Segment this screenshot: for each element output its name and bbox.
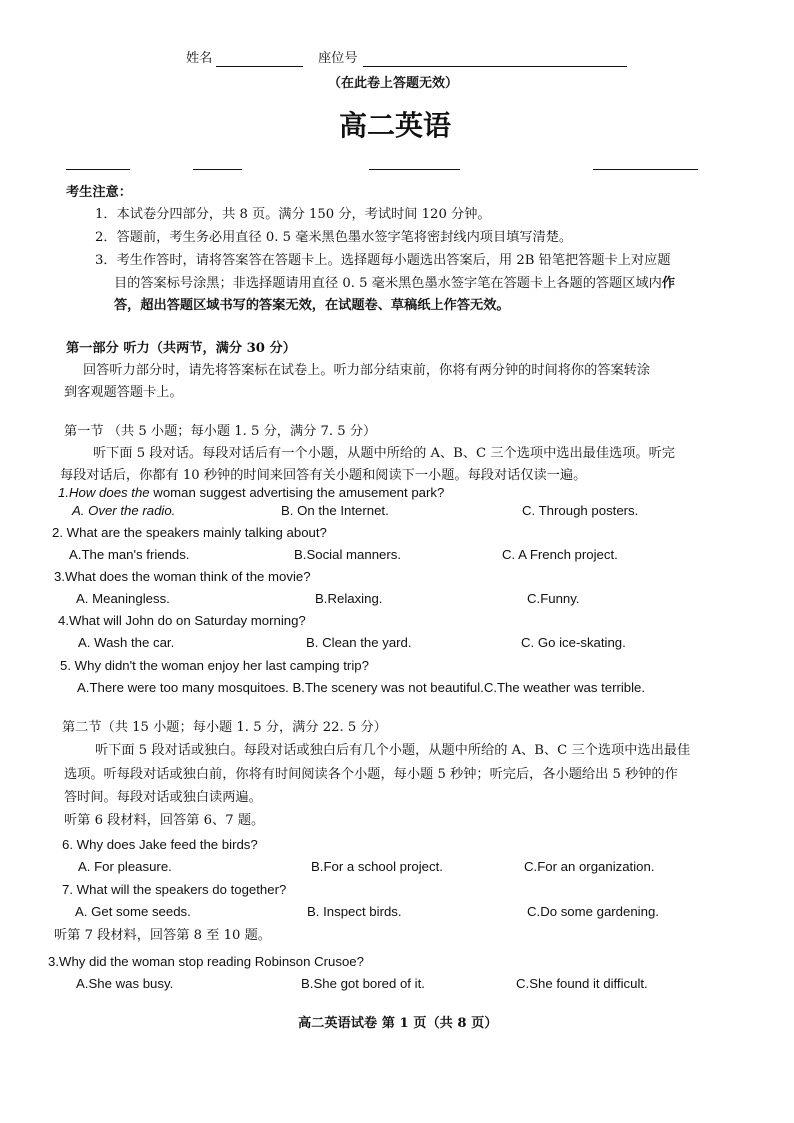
seal-line-2 [193, 169, 242, 170]
section2-intro-c: 答时间。每段对话或独白读两遍。 [64, 790, 262, 805]
instruction-3a: 3．考生作答时，请将答案答在答题卡上。选择题每小题选出答案后，用 2B 铅笔把答题卡上对应题 [95, 253, 671, 268]
q1-option-c: C. Through posters. [522, 503, 639, 518]
question-5: 5. Why didn't the woman enjoy her last camping trip? [60, 658, 369, 673]
part1-intro-a: 回答听力部分时，请先将答案标在试卷上。听力部分结束前，你将有两分钟的时间将你的答案转涂 [83, 363, 651, 378]
section2-intro-b: 选项。听每段对话或独白前，你将有时间阅读各个小题，每小题 5 秒钟；听完后，各小题给出 5 秒钟的作 [64, 767, 678, 782]
name-blank [216, 66, 303, 67]
q3-option-a: A. Meaningless. [76, 591, 170, 606]
q7-option-a: A. Get some seeds. [75, 904, 191, 919]
section1-intro-b: 每段对话后，你都有 10 秒钟的时间来回答有关小题和阅读下一小题。每段对话仅读一遍。 [60, 468, 587, 483]
question-1: 1.How does the woman suggest advertising the amusement park? [58, 485, 445, 500]
question-3: 3.What does the woman think of the movie? [54, 569, 311, 584]
q4-option-c: C. Go ice-skating. [521, 635, 626, 650]
instructions-heading: 考生注意： [66, 185, 132, 200]
q1-option-a: A. Over the radio. [72, 503, 176, 518]
q4-option-a: A. Wash the car. [78, 635, 175, 650]
seal-line-4 [593, 169, 698, 170]
instruction-1: 1．本试卷分四部分，共 8 页。满分 150 分，考试时间 120 分钟。 [95, 207, 491, 222]
q3-option-c: C.Funny. [527, 591, 580, 606]
name-label: 姓名 [186, 51, 213, 66]
q2-option-a: A.The man's friends. [69, 547, 190, 562]
seat-label: 座位号 [318, 51, 358, 66]
q2-option-b: B.Social manners. [294, 547, 402, 562]
question-4: 4.What will John do on Saturday morning? [58, 613, 306, 628]
material-7-note: 听第 7 段材料，回答第 8 至 10 题。 [54, 928, 271, 943]
q6-option-a: A. For pleasure. [78, 859, 172, 874]
q1-option-b: B. On the Internet. [281, 503, 389, 518]
section2-heading: 第二节（共 15 小题；每小题 1. 5 分，满分 22. 5 分） [62, 720, 387, 735]
part1-intro-b: 到客观题答题卡上。 [64, 385, 183, 400]
question-2: 2. What are the speakers mainly talking about? [52, 525, 327, 540]
instruction-2: 2．答题前，考生务必用直径 0. 5 毫米黑色墨水签字笔将密封线内项目填写清楚。 [95, 230, 573, 245]
question-8: 3.Why did the woman stop reading Robinson Crusoe? [48, 954, 364, 969]
seal-line-1 [66, 169, 130, 170]
seal-line-3 [369, 169, 460, 170]
q7-option-b: B. Inspect birds. [307, 904, 402, 919]
section2-intro-a: 听下面 5 段对话或独白。每段对话或独白后有几个小题，从题中所给的 A、B、C 三个选项中选出最佳 [95, 743, 691, 758]
q8-option-b: B.She got bored of it. [301, 976, 425, 991]
page-title: 高二英语 [339, 109, 452, 142]
page-footer: 高二英语试卷 第 1 页（共 8 页） [298, 1016, 498, 1031]
section1-heading: 第一节 （共 5 小题；每小题 1. 5 分，满分 7. 5 分） [64, 424, 377, 439]
question-7: 7. What will the speakers do together? [62, 882, 287, 897]
q2-option-c: C. A French project. [502, 547, 618, 562]
q7-option-c: C.Do some gardening. [527, 904, 659, 919]
answer-notice: （在此卷上答题无效） [328, 76, 459, 91]
q3-option-b: B.Relaxing. [315, 591, 383, 606]
part1-heading: 第一部分 听力（共两节，满分 30 分） [66, 341, 296, 356]
seat-blank [363, 66, 627, 67]
q8-option-c: C.She found it difficult. [516, 976, 648, 991]
q8-option-a: A.She was busy. [76, 976, 174, 991]
question-6: 6. Why does Jake feed the birds? [62, 837, 258, 852]
material-6-note: 听第 6 段材料，回答第 6、7 题。 [64, 813, 265, 828]
instruction-3c: 答，超出答题区域书写的答案无效，在试题卷、草稿纸上作答无效。 [114, 298, 510, 313]
section1-intro-a: 听下面 5 段对话。每段对话后有一个小题，从题中所给的 A、B、C 三个选项中选出最佳选项。听完 [93, 446, 675, 461]
q6-option-b: B.For a school project. [311, 859, 443, 874]
q4-option-b: B. Clean the yard. [306, 635, 412, 650]
q5-options: A.There were too many mosquitoes. B.The scenery was not beautiful.C.The weather was terrible. [77, 680, 646, 695]
instruction-3b: 目的答案标号涂黑；非选择题请用直径 0. 5 毫米黑色墨水签字笔在答题卡上各题的答题区域内作 [114, 276, 676, 291]
q6-option-c: C.For an organization. [524, 859, 655, 874]
